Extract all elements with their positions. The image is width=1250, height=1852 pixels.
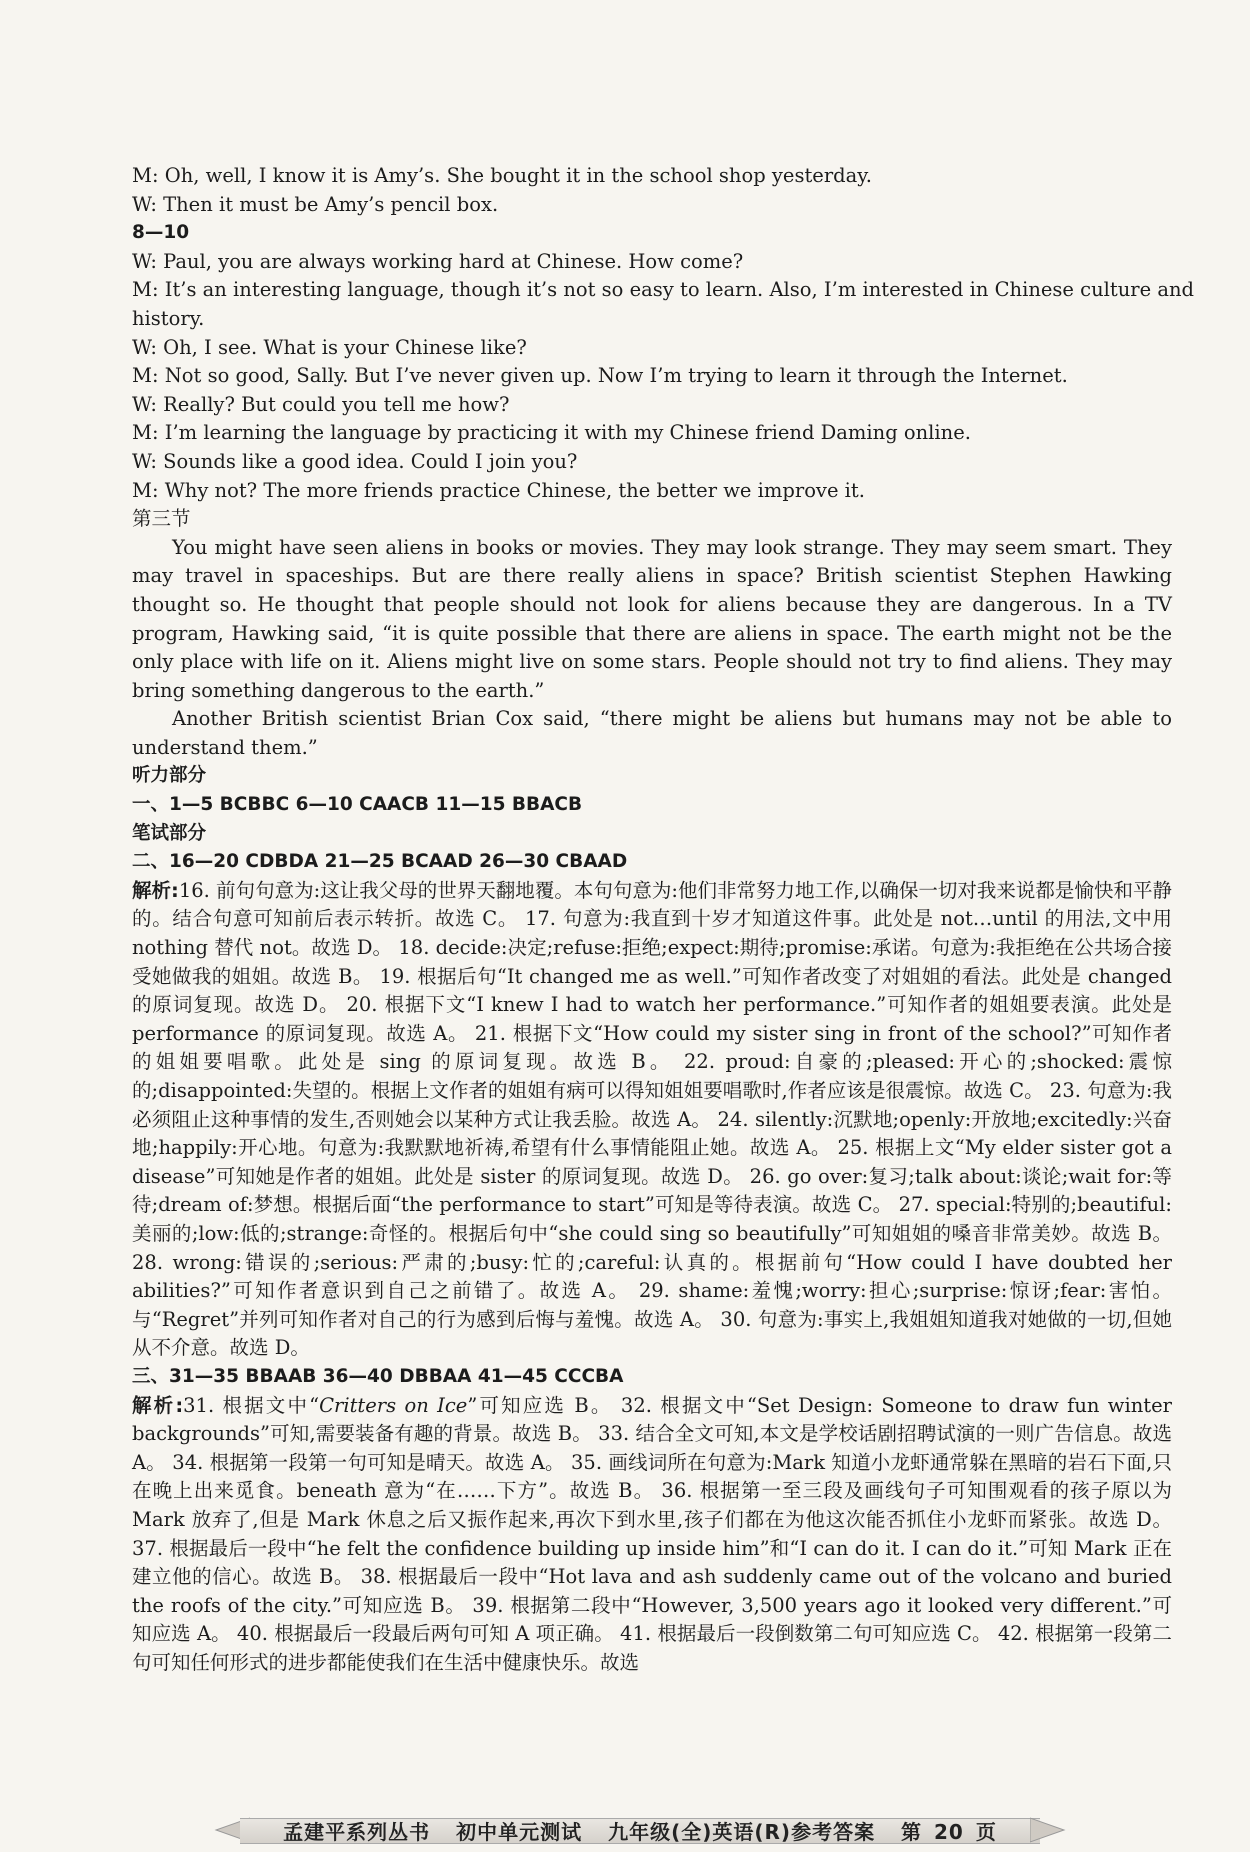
section-heading-8-10: 8—10 (132, 222, 190, 244)
footer-book: 初中单元测试 (456, 1820, 583, 1844)
part3-answers: 三、31—35 BBAAB 36—40 DBBAA 41—45 CCCBA (132, 1365, 624, 1387)
page-footer (210, 1812, 1070, 1848)
dialogue-line: M: Oh, well, I know it is Amy’s. She bought it in the school shop yesterday. (132, 164, 872, 187)
part3-explanation: ”可知应选 B。 32. 根据文中“Set Design: Someone to draw fun winter backgrounds”可知,需要装备有趣的背景。故选 B。 33. 结合全文可知,本文是学校话剧招聘试演的一则广告信息。故选 A。 34. 根据第一段第一句可知是晴天。故选 A。 35. 画线词所在句意为:Mark 知道小龙虾通常躲在黑暗的岩石下面,只在晚上出来觅食。beneath 意为“在……下方”。故选 B。 36. 根据第一至三段及画线句子可知围观看的孩子原以为 Mark 放弃了,但是 Mark 休息之后又振作起来,再次下到水里,孩子们都在为他这次能否抓住小龙虾而紧张。故选 D。 37. 根据最后一段中“he felt the confidence building up inside him”和“I can do it. I can do it.”可知 Mark 正在建立他的信心。故选 B。 38. 根据最后一段中“Hot lava and ash suddenly came out of the volcano and buried the roofs of the city.”可知应选 B。 39. 根据第二段中“However, 3,500 years ago it looked very different.”可知应选 A。 40. 根据最后一段最后两句可知 A 项正确。 41. 根据最后一段倒数第二句可知应选 C。 42. 根据第一段第二句可知任何形式的进步都能使我们在生活中健康快乐。故选 (132, 1393, 1172, 1674)
section3-title: 第三节 (132, 507, 191, 531)
part2-answers: 二、16—20 CDBDA 21—25 BCAAD 26—30 CBAAD (132, 851, 628, 873)
explanation-label: 解析: (132, 1393, 184, 1417)
footer-text (210, 1816, 1070, 1845)
dialogue-line: M: Not so good, Sally. But I’ve never given up. Now I’m trying to learn it through the Internet. (132, 364, 1068, 388)
part3-explanation-pre: 31. 根据文中“ (183, 1393, 320, 1417)
passage-paragraph-1: You might have seen aliens in books or movies. They may look strange. They may seem smart. They may travel in spaceships. But are there really aliens in space? British scientist Stephen Hawking thought so. He thought that people should not look for aliens because they are dangerous. In a TV program, Hawking said, “it is quite possible that there are aliens in space. The earth might not be the only place with life on it. Aliens might live on some stars. People should not try to find aliens. They may bring something dangerous to the earth.” (132, 535, 1172, 702)
footer-page (901, 1820, 997, 1844)
passage-paragraph-2: Another British scientist Brian Cox said, “there might be aliens but humans may not be able to understand them.” (132, 707, 1172, 759)
footer-grade: 九年级(全)英语(R)参考答案 (608, 1820, 876, 1844)
dialogue-line: W: Then it must be Amy’s pencil box. (132, 192, 499, 216)
listening-title: 听力部分 (132, 765, 207, 787)
explanation-label: 解析: (132, 878, 179, 902)
footer-page-suffix: 页 (975, 1820, 997, 1844)
dialogue-line: W: Paul, you are always working hard at Chinese. How come? (132, 249, 744, 273)
part2-explanation: 16. 前句句意为:这让我父母的世界天翻地覆。本句句意为:他们非常努力地工作,以确保一切对我来说都是愉快和平静的。结合句意可知前后表示转折。故选 C。 17. 句意为:我直到十岁才知道这件事。此处是 not…until 的用法,文中用 nothing 替代 not。故选 D。 18. decide:决定;refuse:拒绝;expect:期待;promise:承诺。句意为:我拒绝在公共场合接受她做我的姐姐。故选 B。 19. 根据后句“It changed me as well.”可知作者改变了对姐姐的看法。此处是 changed 的原词复现。故选 D。 20. 根据下文“I knew I had to watch her performance.”可知作者的姐姐要表演。此处是 performance 的原词复现。故选 A。 21. 根据下文“How could my sister sing in front of the school?”可知作者的姐姐要唱歌。此处是 sing 的原词复现。故选 B。 22. proud:自豪的;pleased:开心的;shocked:震惊的;disappointed:失望的。根据上文作者的姐姐有病可以得知姐姐要唱歌时,作者应该是很震惊。故选 C。 23. 句意为:我必须阻止这种事情的发生,否则她会以某种方式让我丢脸。故选 A。 24. silently:沉默地;openly:开放地;excitedly:兴奋地;happily:开心地。句意为:我默默地祈祷,希望有什么事情能阻止她。故选 A。 25. 根据上文“My elder sister got a disease”可知她是作者的姐姐。此处是 sister 的原词复现。故选 D。 26. go over:复习;talk about:谈论;wait for:等待;dream of:梦想。根据后面“the performance to start”可知是等待表演。故选 C。 27. special:特别的;beautiful:美丽的;low:低的;strange:奇怪的。根据后句中“she could sing so beautifully”可知姐姐的嗓音非常美妙。故选 B。 28. wrong:错误的;serious:严肃的;busy:忙的;careful:认真的。根据前句“How could I have doubted her abilities?”可知作者意识到自己之前错了。故选 A。 29. shame:羞愧;worry:担心;surprise:惊讶;fear:害怕。与“Regret”并列可知作者对自己的行为感到后悔与羞愧。故选 A。 30. 句意为:事实上,我姐姐知道我对她做的一切,但她从不介意。故选 D。 (132, 878, 1172, 1360)
dialogue-line: M: I’m learning the language by practicing it with my Chinese friend Daming online. (132, 421, 971, 445)
part2-explanation-block (132, 877, 1172, 1363)
dialogue-line: M: It’s an interesting language, though it’s not so easy to learn. Also, I’m interested in Chinese culture and (132, 278, 1194, 302)
page-content (132, 162, 1194, 1677)
footer-series: 孟建平系列丛书 (283, 1820, 431, 1844)
writing-title: 笔试部分 (132, 822, 207, 844)
dialogue-line: history. (132, 306, 205, 330)
footer-page-number: 20 (934, 1820, 964, 1844)
listening-answers: 一、1—5 BCBBC 6—10 CAACB 11—15 BBACB (132, 794, 583, 816)
part3-italic-title: Critters on Ice (319, 1393, 468, 1417)
dialogue-line: M: Why not? The more friends practice Chinese, the better we improve it. (132, 478, 865, 502)
footer-page-prefix: 第 (901, 1820, 923, 1844)
dialogue-line: W: Oh, I see. What is your Chinese like? (132, 335, 527, 359)
dialogue-line: W: Really? But could you tell me how? (132, 392, 510, 416)
part3-explanation-block (132, 1392, 1172, 1678)
dialogue-line: W: Sounds like a good idea. Could I join you? (132, 449, 578, 473)
